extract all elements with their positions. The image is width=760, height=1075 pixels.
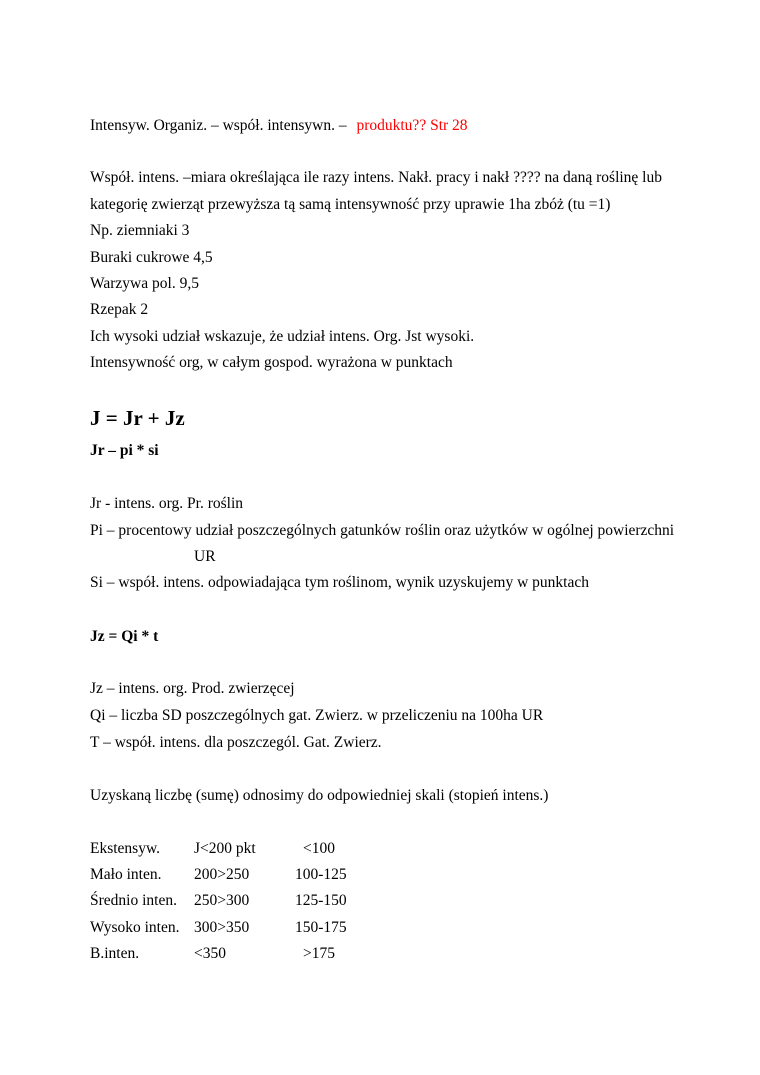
jz-definition: Jz – intens. org. Prod. zwierzęcej <box>90 680 295 697</box>
level-cell: B.inten. <box>90 945 140 962</box>
example-item: Buraki cukrowe 4,5 <box>90 249 213 266</box>
formula-jr: Jr – pi * si <box>90 442 159 459</box>
level-cell: Wysoko inten. <box>90 919 180 936</box>
definition-line-1: Współ. intens. –miara określająca ile razy intens. Nakł. pracy i nakł ???? na daną roślinę lub <box>90 169 662 186</box>
points-cell: J<200 pkt <box>194 840 256 857</box>
value-cell: 125-150 <box>295 892 347 909</box>
qi-definition: Qi – liczba SD poszczególnych gat. Zwierz. w przeliczeniu na 100ha UR <box>90 707 544 724</box>
value-cell: <100 <box>303 840 335 857</box>
value-cell: 150-175 <box>295 919 347 936</box>
points-cell: 200>250 <box>194 866 250 883</box>
pi-definition-continued: UR <box>194 548 216 565</box>
formula-jz: Jz = Qi * t <box>90 628 159 645</box>
header-text: Intensyw. Organiz. – współ. intensywn. – <box>90 117 347 134</box>
value-cell: 100-125 <box>295 866 347 883</box>
si-definition: Si – współ. intens. odpowiadająca tym roślinom, wynik uzyskujemy w punktach <box>90 574 589 591</box>
formula-main: J = Jr + Jz <box>90 406 185 430</box>
points-cell: <350 <box>194 945 226 962</box>
t-definition: T – współ. intens. dla poszczegól. Gat. Zwierz. <box>90 734 382 751</box>
summary-line: Uzyskaną liczbę (sumę) odnosimy do odpowiedniej skali (stopień intens.) <box>90 787 549 804</box>
points-cell: 250>300 <box>194 892 250 909</box>
example-item: Np. ziemniaki 3 <box>90 222 190 239</box>
header-red-note: produktu?? Str 28 <box>356 117 468 134</box>
level-cell: Średnio inten. <box>90 892 177 909</box>
example-item: Rzepak 2 <box>90 301 149 318</box>
level-cell: Mało inten. <box>90 866 162 883</box>
note-line: Intensywność org, w całym gospod. wyrażona w punktach <box>90 354 453 371</box>
header-line <box>90 116 468 136</box>
jr-definition: Jr - intens. org. Pr. roślin <box>90 495 243 512</box>
definition-line-2: kategorię zwierząt przewyższa tą samą intensywność przy uprawie 1ha zbóż (tu =1) <box>90 196 611 213</box>
note-line: Ich wysoki udział wskazuje, że udział intens. Org. Jst wysoki. <box>90 328 475 345</box>
example-item: Warzywa pol. 9,5 <box>90 275 199 292</box>
level-cell: Ekstensyw. <box>90 840 161 857</box>
points-cell: 300>350 <box>194 919 250 936</box>
value-cell: >175 <box>303 945 335 962</box>
pi-definition: Pi – procentowy udział poszczególnych gatunków roślin oraz użytków w ogólnej powierzchni <box>90 522 675 539</box>
